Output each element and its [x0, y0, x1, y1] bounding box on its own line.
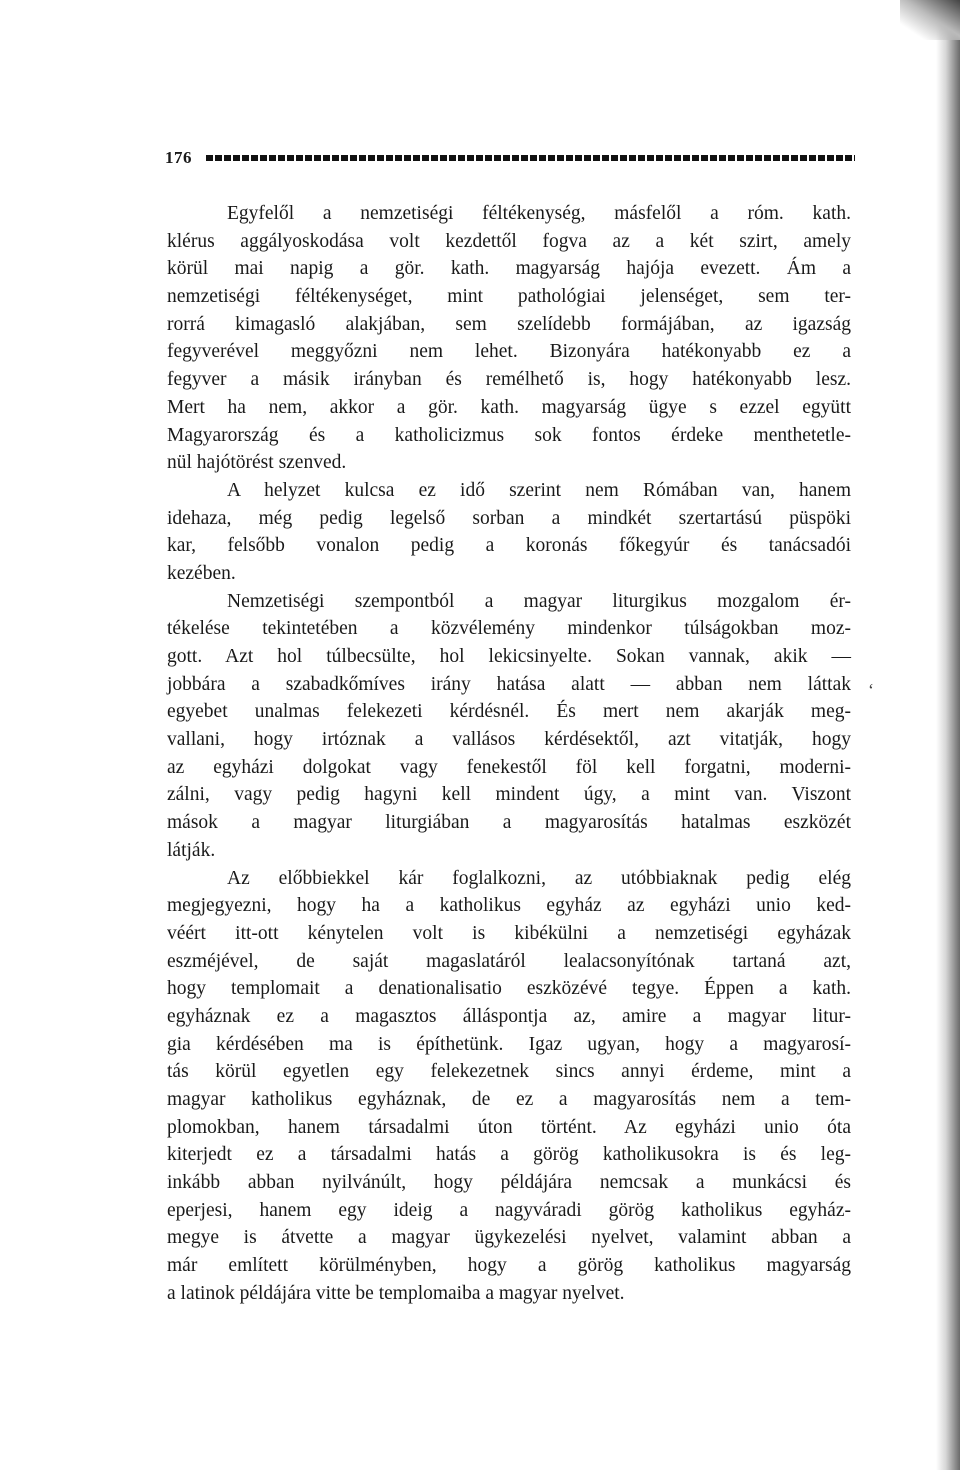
- text-line: a latinok példájára vitte be templomaiba a magyar nyelvet.: [167, 1282, 625, 1304]
- text-line: vallani, hogy irtóznak a vallásos kérdésektől, azt vitatják, hogy: [167, 729, 851, 751]
- scan-corner-shadow: [900, 0, 960, 40]
- text-line: inkább abban nyilvánúlt, hogy példájára nemcsak a munkácsi és: [167, 1172, 851, 1194]
- page-header: [165, 146, 855, 170]
- text-line: klérus aggályoskodása volt kezdettől fogva az a két szirt, amely: [167, 230, 851, 252]
- text-line: véért itt-ott kénytelen volt is kibékülni a nemzetiségi egyházak: [167, 922, 851, 944]
- text-line: gott. Azt hol túlbecsülte, hol lekicsinyelte. Sokan vannak, akik —: [167, 646, 851, 667]
- text-line: az egyházi dolgokat vagy fenekestől föl kell forgatni, moderni-: [167, 756, 851, 778]
- text-line: Egyfelől a nemzetiségi féltékenység, másfelől a róm. kath.: [227, 203, 851, 224]
- text-line: mások a magyar liturgiában a magyarosítás hatalmas eszközét: [167, 812, 851, 834]
- text-line: hogy templomait a denationalisatio eszközévé tegye. Éppen a kath.: [167, 978, 851, 1000]
- text-line: Mert ha nem, akkor a gör. kath. magyarság ügye s ezzel együtt: [167, 396, 851, 418]
- text-line: jobbára a szabadkőmíves irány hatása alatt — abban nem láttak: [167, 673, 851, 695]
- text-line: fegyver a másik irányban és remélhető is, hogy hatékonyabb lesz.: [167, 369, 851, 391]
- scan-page-edge-shadow: [936, 0, 960, 1470]
- text-line: idehaza, még pedig legelső sorban a mindkét szertartású püspöki: [167, 507, 851, 529]
- text-line: eszméjével, de saját magaslatáról lealacsonyítónak tartaná azt,: [167, 950, 851, 972]
- text-line: egyebet unalmas felekezeti kérdésnél. És mert nem akarják meg-: [167, 701, 851, 723]
- text-line: kar, felsőbb vonalon pedig a koronás főkegyúr és tanácsadói: [167, 535, 851, 557]
- text-line: plomokban, hanem társadalmi úton történt. Az egyházi unio óta: [167, 1116, 851, 1138]
- text-line: már említett körülményben, hogy a görög katholikus magyarság: [167, 1255, 851, 1277]
- text-line: zálni, vagy pedig hagyni kell mindent úgy, a mint van. Viszont: [167, 784, 851, 806]
- text-line: körül mai napig a gör. kath. magyarság hajója evezett. Ám a: [167, 258, 851, 280]
- text-line: rorrá kimagasló alakjában, sem szelídebb formájában, az igazság: [167, 313, 851, 335]
- text-line: A helyzet kulcsa ez idő szerint nem Rómában van, hanem: [227, 479, 851, 501]
- text-line: látják.: [167, 839, 216, 861]
- text-line: tás körül egyetlen egy felekezetnek sincs annyi érdeme, mint a: [167, 1061, 851, 1083]
- page-number: 176: [165, 148, 192, 167]
- margin-mark: ‘: [868, 680, 874, 700]
- text-line: kiterjedt ez a társadalmi hatás a görög katholikusokra is és leg-: [167, 1144, 851, 1166]
- text-line: nemzetiségi féltékenységet, mint pathológiai jelenséget, sem ter-: [167, 286, 851, 308]
- text-line: gia kérdésében ma is építhetünk. Igaz ugyan, hogy a magyarosí-: [167, 1033, 851, 1055]
- body-text: [167, 200, 851, 1308]
- text-line: kezében.: [167, 562, 236, 584]
- decorative-header-rule: [206, 155, 855, 161]
- text-line: megjegyezni, hogy ha a katholikus egyház az egyházi unio ked-: [167, 895, 851, 917]
- text-line: Az előbbiekkel kár foglalkozni, az utóbbiaknak pedig elég: [227, 867, 851, 889]
- text-line: nül hajótörést szenved.: [167, 452, 347, 474]
- text-line: tékelése tekintetében a közvélemény mindenkor túlságokban moz-: [167, 618, 851, 640]
- text-line: eperjesi, hanem egy ideig a nagyváradi görög katholikus egyház-: [167, 1199, 851, 1221]
- text-line: magyar katholikus egyháznak, de ez a magyarosítás nem a tem-: [167, 1089, 851, 1110]
- text-line: Nemzetiségi szempontból a magyar liturgikus mozgalom ér-: [227, 590, 851, 612]
- text-line: Magyarország és a katholicizmus sok fontos érdeke menthetetle-: [167, 424, 851, 446]
- text-line: megye is átvette a magyar ügykezelési nyelvet, valamint abban a: [167, 1227, 851, 1249]
- text-line: egyháznak ez a magasztos álláspontja az, amire a magyar litur-: [167, 1005, 851, 1027]
- text-line: fegyverével meggyőzni nem lehet. Bizonyára hatékonyabb ez a: [167, 341, 851, 363]
